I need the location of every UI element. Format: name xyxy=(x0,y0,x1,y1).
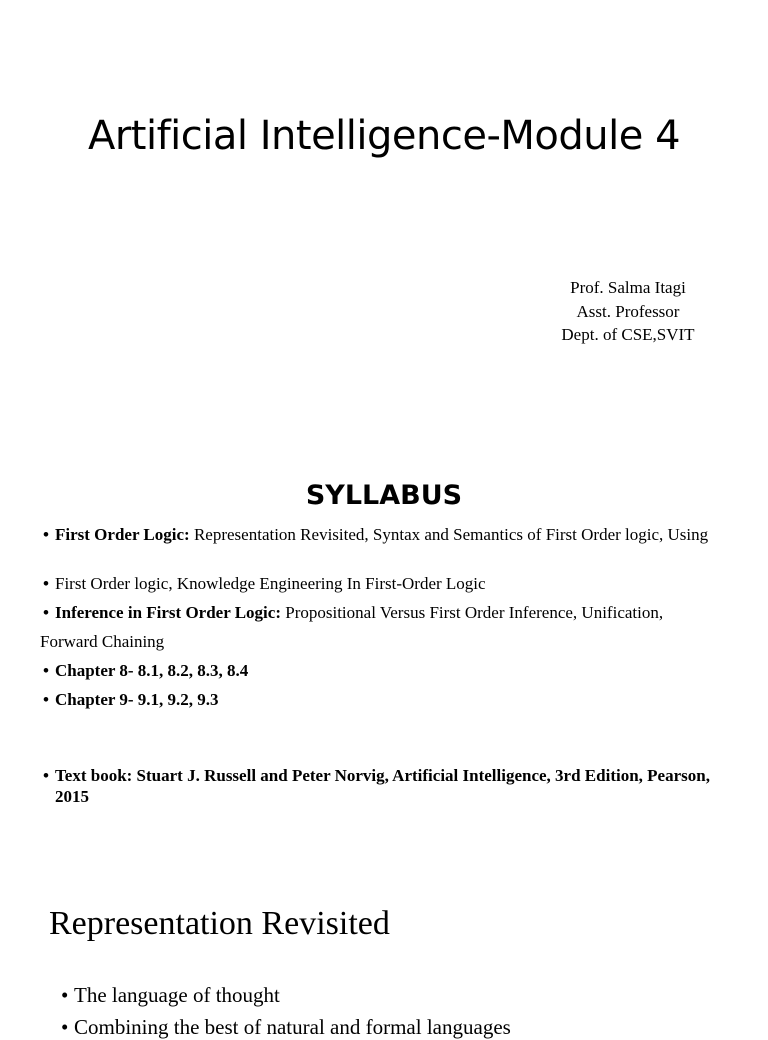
bullet-text: The language of thought xyxy=(74,983,280,1007)
bullet-lead: Chapter 9- 9.1, 9.2, 9.3 xyxy=(55,690,219,709)
bullet-lead: Inference in First Order Logic: xyxy=(55,603,281,622)
bullet-lead: Text book: Stuart J. Russell and Peter Norvig, Artificial Intelligence, 3rd Edition, Pearson, 2015 xyxy=(55,766,710,806)
syllabus-bullet: • First Order Logic: Representation Revisited, Syntax and Semantics of First Order logic, Using xyxy=(43,525,709,544)
syllabus-bullet: • Chapter 9- 9.1, 9.2, 9.3 xyxy=(43,690,219,709)
syllabus-bullet: • Inference in First Order Logic: Propositional Versus First Order Inference, Unification, xyxy=(43,603,664,622)
syllabus-title: SYLLABUS xyxy=(305,480,463,511)
syllabus-bullet: • Chapter 8- 8.1, 8.2, 8.3, 8.4 xyxy=(43,661,249,680)
title-slide xyxy=(0,0,768,432)
slide-title: Artificial Intelligence-Module 4 xyxy=(87,113,681,159)
author-name: Prof. Salma Itagi xyxy=(570,278,686,297)
bullet-text: First Order logic, Knowledge Engineering In First-Order Logic xyxy=(55,574,486,593)
representation-bullet: • Combining the best of natural and formal languages xyxy=(61,1015,511,1039)
bullet-lead: Chapter 8- 8.1, 8.2, 8.3, 8.4 xyxy=(55,661,249,680)
bullet-text: Propositional Versus First Order Inference, Unification, xyxy=(281,603,664,622)
representation-bullet: • The language of thought xyxy=(61,983,280,1007)
representation-slide xyxy=(0,864,768,1039)
author-department: Dept. of CSE,SVIT xyxy=(561,325,695,344)
syllabus-bullet: • First Order logic, Knowledge Engineering In First-Order Logic xyxy=(43,574,486,593)
bullet-text: Representation Revisited, Syntax and Semantics of First Order logic, Using xyxy=(189,525,709,544)
syllabus-continuation: Forward Chaining xyxy=(40,632,165,651)
author-position: Asst. Professor xyxy=(576,301,680,321)
bullet-text: Combining the best of natural and formal languages xyxy=(74,1015,511,1039)
syllabus-bullet: • Text book: Stuart J. Russell and Peter Norvig, Artificial Intelligence, 3rd Edition, Pearson, 2015 xyxy=(43,766,710,806)
author-block xyxy=(498,276,758,347)
representation-title: Representation Revisited xyxy=(49,905,390,942)
syllabus-slide xyxy=(0,432,768,864)
bullet-lead: First Order Logic: xyxy=(55,525,190,544)
